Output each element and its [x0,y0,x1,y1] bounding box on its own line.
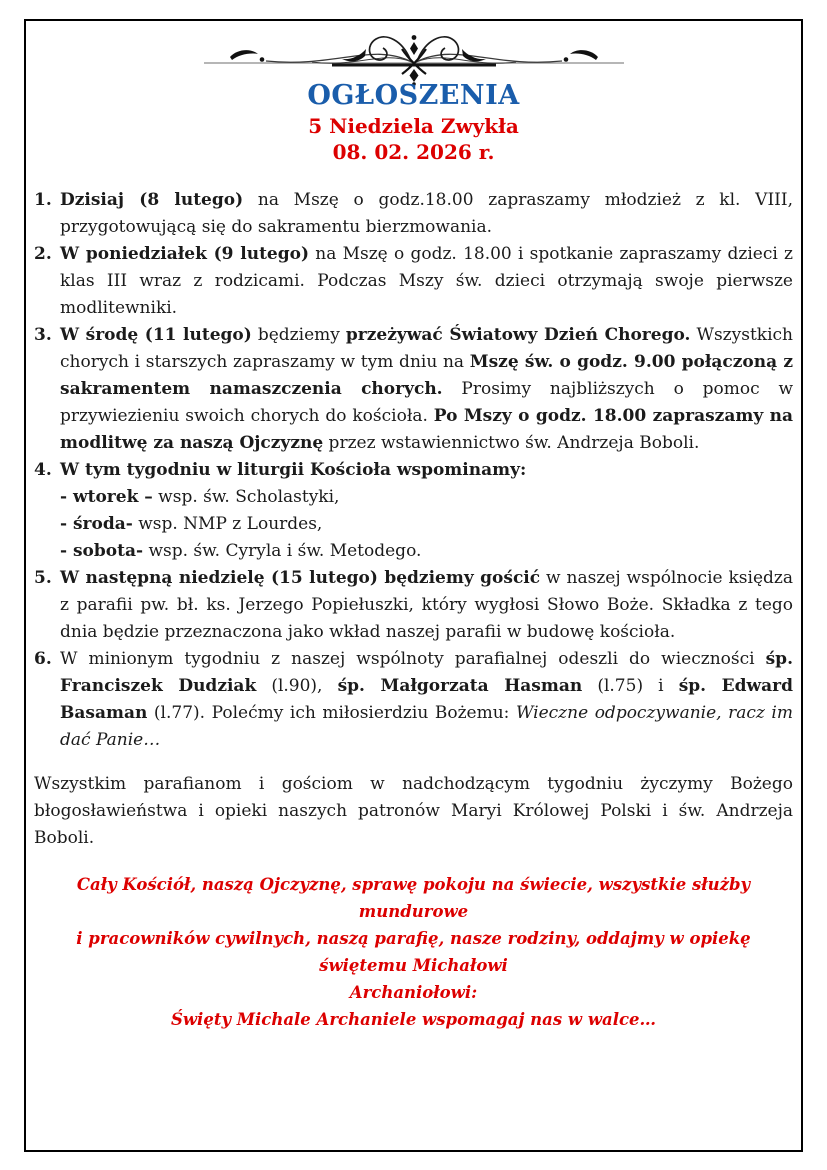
text-segment: śp. Małgorzata Hasman [337,676,583,696]
announcement-item-4 [34,457,793,565]
text-segment: będziemy [251,325,346,345]
page-border-frame [24,19,803,1152]
page-subtitle: 5 Niedziela Zwykła [308,114,519,138]
flourish-divider-icon [204,32,624,86]
prayer-text [34,871,793,1033]
text-segment: W następną niedzielę (15 lutego) będziemy gościć [60,568,541,588]
day-text: wsp. NMP z Lourdes, [132,514,323,534]
text-segment: Prosimy najbliższych o pomoc w przywiezieniu swoich chorych do kościoła. [60,379,794,426]
text-segment: na Mszę o godz.18.00 zapraszamy młodzież z kl. VIII, przygotowującą się do sakramentu bierzmowania. [60,190,793,237]
announcement-item-1 [34,187,793,241]
text-segment: przeżywać Światowy Dzień Chorego. [345,325,691,345]
text-segment: (l.90), [256,676,338,696]
text-segment: (l.77). Polećmy ich miłosierdziu Bożemu: [147,703,516,723]
day-label: - sobota- [60,541,144,561]
announcement-item-5 [34,565,793,646]
item-number: 5. [34,568,52,588]
item-number: 1. [34,190,52,210]
item-number: 2. [34,244,52,264]
item-number: 3. [34,325,52,345]
text-segment: Po Mszy o godz. 18.00 zapraszamy na modlitwę za naszą Ojczyznę [60,406,793,453]
text-segment: (l.75) i [582,676,679,696]
text-segment: śp. Edward Basaman [60,676,794,723]
text-segment-italic: Wieczne odpoczywanie, racz im dać Panie… [60,703,793,750]
text-segment: Wszystkich chorych i starszych zapraszamy w tym dniu na [60,325,793,372]
prayer-line: Cały Kościół, naszą Ojczyznę, sprawę pokoju na świecie, wszystkie służby mundurowe [76,875,751,921]
text-segment: przez wstawiennictwo św. Andrzeja Boboli. [323,433,700,453]
text-segment: w naszej wspólnocie księdza z parafii pw. bł. ks. Jerzego Popiełuszki, który wygłosi Słowo Boże. Składka z tego dnia będzie przeznaczona jako wkład naszej parafii w budowę kościoła. [60,568,793,642]
item-number: 6. [34,649,52,669]
page-date: 08. 02. 2026 r. [332,140,495,164]
text-segment: W tym tygodniu w liturgii Kościoła wspominamy: [60,460,527,480]
text-segment: W minionym tygodniu z naszej wspólnoty parafialnej odeszli do wieczności [60,649,766,669]
day-label: - środa- [60,514,133,534]
prayer-line: Święty Michale Archaniele wspomagaj nas w walce… [170,1010,657,1029]
text-segment: Mszę św. o godz. 9.00 połączoną z sakramentem namaszczenia chorych. [60,352,794,399]
text-segment: na Mszę o godz. 18.00 i spotkanie zapraszamy dzieci z klas III wraz z rodzicami. Podczas Mszy św. dzieci otrzymają swoje pierwsze modlitewniki. [60,244,793,318]
announcement-item-3 [34,322,793,457]
page-title: OGŁOSZENIA [307,80,520,111]
announcement-item-6 [34,646,793,754]
prayer-line: Archaniołowi: [349,983,478,1002]
announcement-item-2 [34,241,793,322]
closing-blessing-paragraph: Wszystkim parafianom i gościom w nadchodzącym tygodniu życzymy Bożego błogosławieństwa i opieki naszych patronów Maryi Królowej Polski i św. Andrzeja Boboli. [34,774,793,848]
liturgy-day-row [60,484,793,511]
item-number: 4. [34,460,52,480]
text-segment: śp. Franciszek Dudziak [60,649,793,696]
day-text: wsp. św. Cyryla i św. Metodego. [143,541,422,561]
liturgy-day-row [60,511,793,538]
text-segment: W poniedziałek (9 lutego) [60,244,310,264]
announcements-list [34,187,793,754]
day-text: wsp. św. Scholastyki, [152,487,340,507]
liturgy-day-row [60,538,793,565]
day-label: - wtorek – [60,487,153,507]
text-segment: W środę (11 lutego) [60,325,252,345]
text-segment: Dzisiaj (8 lutego) [60,190,244,210]
prayer-line: i pracowników cywilnych, naszą parafię, nasze rodziny, oddajmy w opiekę świętemu Michałowi [76,929,751,975]
